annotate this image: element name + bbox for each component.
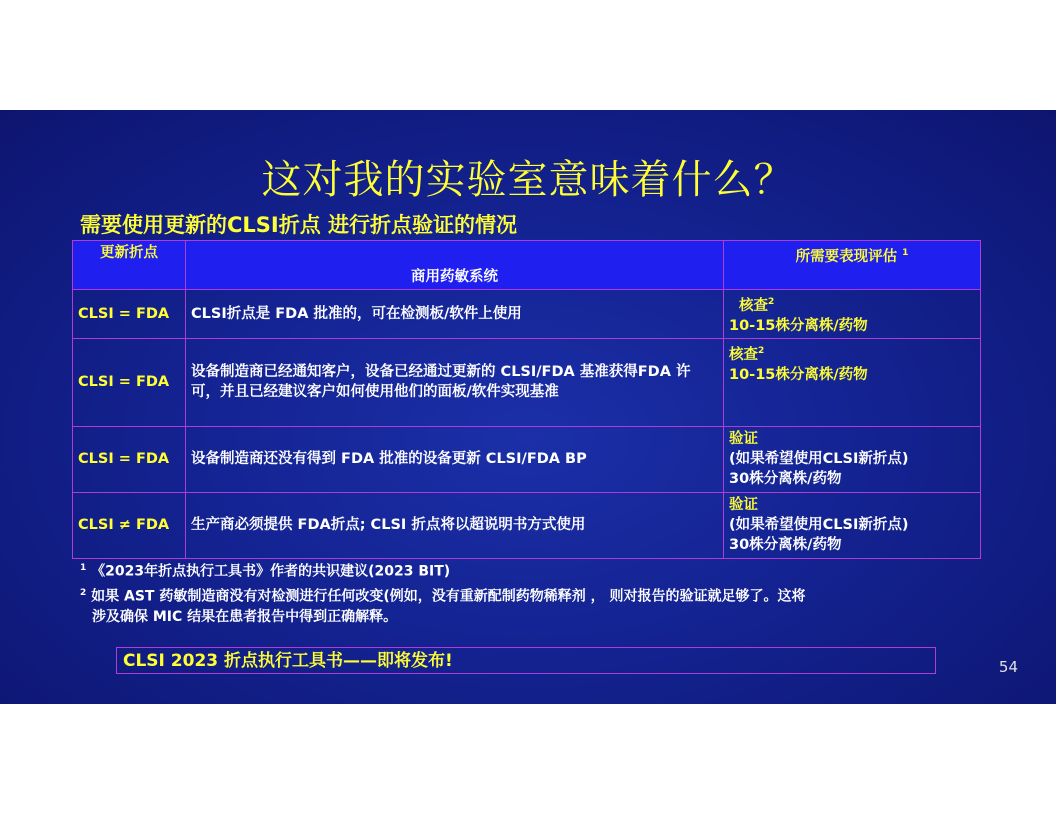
announcement-banner: CLSI 2023 折点执行工具书——即将发布! [116,647,936,674]
slide-title: 这对我的实验室意味着什么？ [261,157,795,203]
footnote-1 [80,558,806,583]
header-required-evaluation [724,241,981,290]
eval-type [729,429,975,449]
footnote-2-continued: 涉及确保 MIC 结果在患者报告中得到正确解释。 [92,609,398,626]
header-eval-label: 所需要表现评估 [795,248,898,265]
row-condition: CLSI ≠ FDA [73,492,186,558]
row-evaluation [724,338,981,426]
row-description: 设备制造商还没有得到 FDA 批准的设备更新 CLSI/FDA BP [186,426,724,492]
breakpoint-table [72,240,981,559]
eval-type [729,292,975,316]
eval-type-sup: 2 [758,345,765,356]
row-condition: CLSI = FDA [73,338,186,426]
row-evaluation [724,492,981,558]
header-eval-sup: 1 [902,248,909,258]
header-updated-breakpoint: 更新折点 [73,241,186,290]
row-evaluation [724,426,981,492]
footnote-1-text: 《2023年折点执行工具书》作者的共识建议(2023 BIT) [91,563,451,580]
eval-detail: 10-15株分离株/药物 [729,317,868,334]
eval-type [729,341,975,365]
eval-type-label: 验证 [729,496,758,513]
table-row [73,426,981,492]
eval-detail: 30株分离株/药物 [729,536,842,553]
footnote-1-marker: 1 [80,563,87,573]
table-row [73,338,981,426]
slide-subtitle: 需要使用更新的CLSI折点 进行折点验证的情况 [80,213,518,237]
page-number: 54 [998,658,1018,676]
eval-condition-note: (如果希望使用CLSI新折点) [729,516,909,533]
header-commercial-system: 商用药敏系统 [186,241,724,290]
eval-type [729,495,975,515]
row-evaluation [724,290,981,339]
table-row [73,492,981,558]
row-description: 设备制造商已经通知客户，设备已经通过更新的 CLSI/FDA 基准获得FDA 许可，并且已经建议客户如何使用他们的面板/软件实现基准 [186,338,724,426]
row-description: CLSI折点是 FDA 批准的，可在检测板/软件上使用 [186,290,724,339]
footnote-2 [80,583,806,608]
row-description: 生产商必须提供 FDA折点; CLSI 折点将以超说明书方式使用 [186,492,724,558]
footnote-2-marker: 2 [80,587,87,598]
footnote-2-text: 如果 AST 药敏制造商没有对检测进行任何改变(例如，没有重新配制药物稀释剂 ， 则对报告的验证就足够了。这将 [91,588,806,605]
eval-type-label: 验证 [729,430,758,447]
eval-type-label: 核查 [729,346,758,363]
slide [0,110,1056,704]
row-condition: CLSI = FDA [73,290,186,339]
footnotes [80,558,806,628]
eval-condition-note: (如果希望使用CLSI新折点) [729,450,909,467]
table-header-row [73,241,981,290]
eval-detail: 10-15株分离株/药物 [729,366,868,383]
eval-type-sup: 2 [768,297,775,307]
table-row [73,290,981,339]
eval-detail: 30株分离株/药物 [729,470,842,487]
row-condition: CLSI = FDA [73,426,186,492]
eval-type-label: 核查 [739,297,768,314]
